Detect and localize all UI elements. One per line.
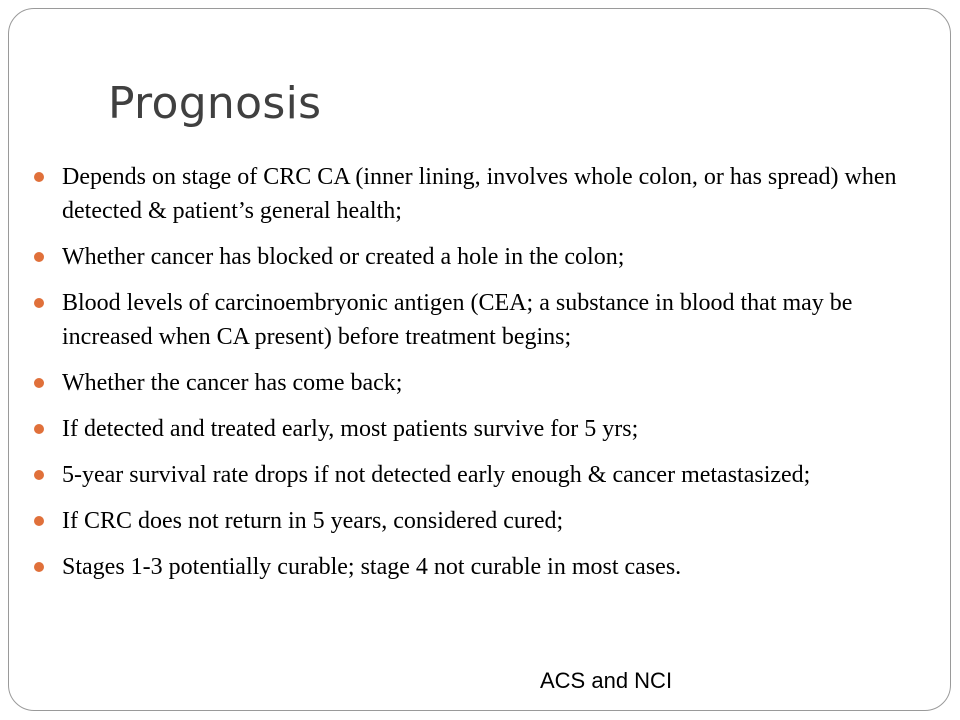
bullet-item	[30, 286, 910, 354]
bullet-item	[30, 412, 910, 446]
bullet-dot-icon	[34, 298, 44, 308]
bullet-dot-icon	[34, 470, 44, 480]
bullet-text: Blood levels of carcinoembryonic antigen (CEA; a substance in blood that may be increased when CA present) before treatment begins;	[62, 290, 853, 350]
slide-title: Prognosis	[108, 78, 322, 129]
bullet-item	[30, 240, 910, 274]
bullet-text: If detected and treated early, most patients survive for 5 yrs;	[62, 416, 639, 442]
bullet-text: If CRC does not return in 5 years, considered cured;	[62, 508, 564, 534]
bullet-list	[30, 160, 910, 596]
bullet-item	[30, 160, 910, 228]
bullet-text: Stages 1-3 potentially curable; stage 4 not curable in most cases.	[62, 554, 682, 580]
bullet-text: Whether cancer has blocked or created a hole in the colon;	[62, 244, 625, 270]
bullet-dot-icon	[34, 424, 44, 434]
bullet-item	[30, 458, 910, 492]
source-citation: ACS and NCI	[540, 668, 673, 693]
bullet-item	[30, 366, 910, 400]
bullet-text: Depends on stage of CRC CA (inner lining, involves whole colon, or has spread) when detected & patient’s general health;	[62, 164, 897, 224]
bullet-text: 5-year survival rate drops if not detected early enough & cancer metastasized;	[62, 462, 811, 488]
bullet-dot-icon	[34, 562, 44, 572]
bullet-item	[30, 504, 910, 538]
bullet-dot-icon	[34, 172, 44, 182]
bullet-item	[30, 550, 910, 584]
bullet-text: Whether the cancer has come back;	[62, 370, 403, 396]
bullet-dot-icon	[34, 378, 44, 388]
bullet-dot-icon	[34, 252, 44, 262]
bullet-dot-icon	[34, 516, 44, 526]
